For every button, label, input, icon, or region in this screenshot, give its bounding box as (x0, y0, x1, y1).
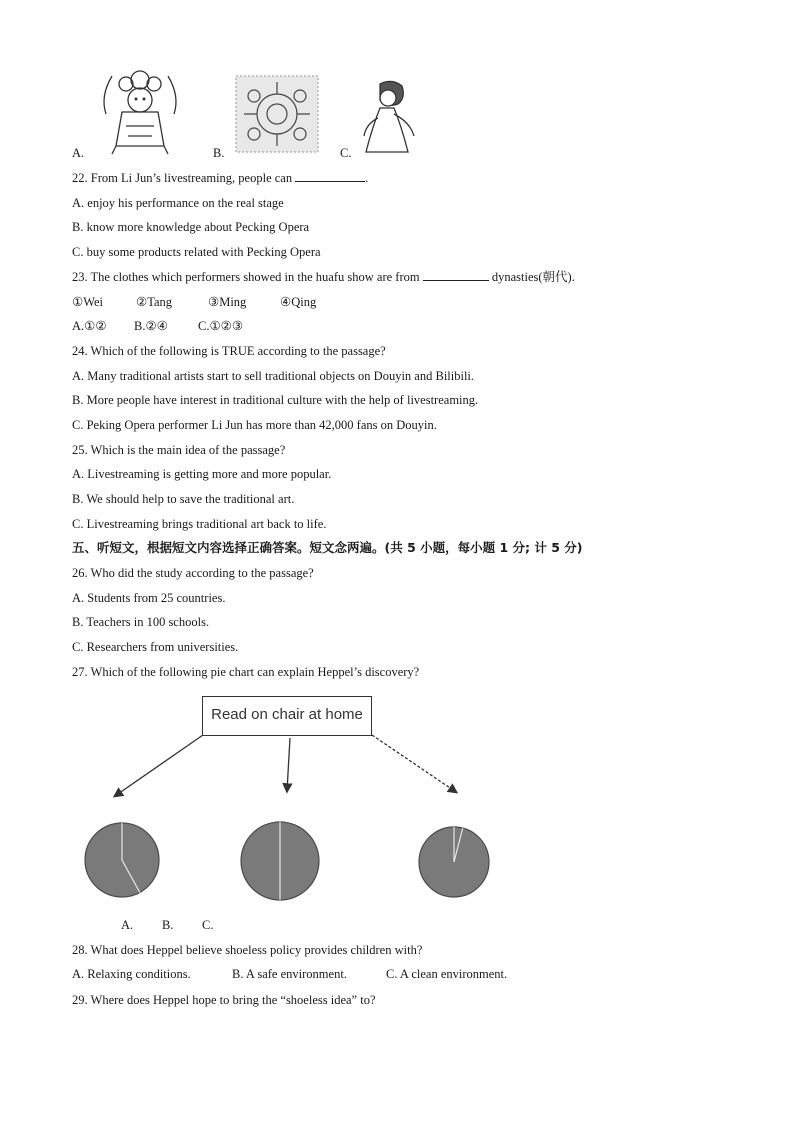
q23-option-c[interactable]: C.①②③ (198, 319, 244, 333)
q23-choice-wei: ①Wei (72, 295, 104, 309)
q23-choice-qing: ④Qing (280, 295, 317, 309)
q27-diagram-box-text: Read on chair at home (211, 706, 363, 723)
q27-pie-label-a: A. (121, 918, 134, 932)
q24-stem: 24. Which of the following is TRUE according to the passage? (72, 344, 386, 358)
q25-stem: 25. Which is the main idea of the passage? (72, 443, 286, 457)
q22-option-a[interactable]: A. enjoy his performance on the real stage (72, 196, 284, 210)
q26-option-a[interactable]: A. Students from 25 countries. (72, 591, 226, 605)
q25-option-a[interactable]: A. Livestreaming is getting more and more popular. (72, 467, 332, 481)
q26-stem: 26. Who did the study according to the passage? (72, 566, 314, 580)
q23-option-a[interactable]: A.①② (72, 319, 107, 333)
q21-option-a-label: A. (72, 146, 85, 160)
q22-option-b[interactable]: B. know more knowledge about Pecking Opera (72, 220, 310, 234)
q22-option-c[interactable]: C. buy some products related with Pecking Opera (72, 245, 321, 259)
q24-option-c[interactable]: C. Peking Opera performer Li Jun has more than 42,000 fans on Douyin. (72, 418, 437, 432)
q28-option-row (72, 967, 532, 983)
q21-option-c-label: C. (340, 146, 352, 160)
q28-option-b[interactable]: B. A safe environment. (232, 967, 347, 981)
q23-stem-text: 23. The clothes which performers showed in the huafu show are from (72, 270, 420, 284)
section-5-heading: 五、听短文，根据短文内容选择正确答案。短文念两遍。(共 5 小题，每小题 1 分; 计 5 分) (72, 540, 583, 555)
q28-option-c[interactable]: C. A clean environment. (386, 967, 508, 981)
q25-option-b[interactable]: B. We should help to save the traditional art. (72, 492, 295, 506)
q27-stem: 27. Which of the following pie chart can explain Heppel’s discovery? (72, 665, 420, 679)
q23-stem-end: dynasties(朝代). (491, 270, 575, 284)
q28-option-a[interactable]: A. Relaxing conditions. (72, 967, 191, 981)
q23-option-b[interactable]: B.②④ (134, 319, 168, 333)
q24-option-a[interactable]: A. Many traditional artists start to sell traditional objects on Douyin and Bilibili. (72, 369, 475, 383)
q28-stem: 28. What does Heppel believe shoeless policy provides children with? (72, 943, 423, 957)
q24-option-b[interactable]: B. More people have interest in traditional culture with the help of livestreaming. (72, 393, 479, 407)
q27-pie-label-b: B. (162, 918, 174, 932)
q26-option-c[interactable]: C. Researchers from universities. (72, 640, 239, 654)
q23-choice-tang: ②Tang (136, 295, 173, 309)
q27-pie-label-c: C. (202, 918, 214, 932)
q21-option-b-label: B. (213, 146, 225, 160)
q26-option-b[interactable]: B. Teachers in 100 schools. (72, 615, 210, 629)
q22-stem-end: . (365, 171, 369, 185)
q23-choice-ming: ③Ming (208, 295, 247, 309)
q29-stem: 29. Where does Heppel hope to bring the “shoeless idea” to? (72, 993, 376, 1007)
q22-stem-text: 22. From Li Jun’s livestreaming, people can (72, 171, 293, 185)
q25-option-c[interactable]: C. Livestreaming brings traditional art back to life. (72, 517, 327, 531)
